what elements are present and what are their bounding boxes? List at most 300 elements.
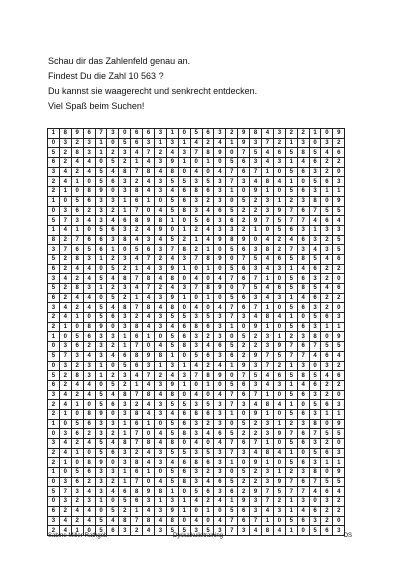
grid-cell: 4 xyxy=(155,274,167,284)
grid-cell: 3 xyxy=(321,497,333,507)
grid-cell: 6 xyxy=(333,371,345,381)
grid-cell: 4 xyxy=(190,516,202,526)
grid-cell: 7 xyxy=(285,487,297,497)
grid-cell: 4 xyxy=(262,506,274,516)
grid-cell: 3 xyxy=(155,158,167,168)
grid-cell: 3 xyxy=(155,177,167,187)
grid-cell: 7 xyxy=(131,390,143,400)
grid-cell: 5 xyxy=(166,177,178,187)
grid-cell: 1 xyxy=(226,187,238,197)
grid-cell: 3 xyxy=(119,313,131,323)
grid-cell: 9 xyxy=(273,342,285,352)
grid-cell: 6 xyxy=(321,177,333,187)
grid-cell: 8 xyxy=(297,284,309,294)
grid-cell: 1 xyxy=(95,138,107,148)
grid-cell: 5 xyxy=(226,342,238,352)
grid-cell: 5 xyxy=(48,487,60,497)
grid-cell: 6 xyxy=(297,458,309,468)
grid-cell: 0 xyxy=(202,167,214,177)
grid-cell: 4 xyxy=(214,497,226,507)
grid-cell: 7 xyxy=(226,439,238,449)
footer-code: OS xyxy=(343,533,352,539)
grid-cell: 4 xyxy=(321,148,333,158)
grid-cell: 7 xyxy=(59,487,71,497)
grid-cell: 4 xyxy=(143,225,155,235)
grid-cell: 6 xyxy=(143,245,155,255)
grid-cell: 3 xyxy=(166,138,178,148)
grid-cell: 2 xyxy=(131,400,143,410)
grid-cell: 3 xyxy=(214,409,226,419)
grid-cell: 0 xyxy=(238,458,250,468)
grid-cell: 8 xyxy=(119,390,131,400)
grid-cell: 1 xyxy=(178,264,190,274)
grid-cell: 6 xyxy=(297,187,309,197)
grid-cell: 0 xyxy=(273,516,285,526)
grid-cell: 9 xyxy=(333,196,345,206)
grid-cell: 4 xyxy=(273,313,285,323)
grid-cell: 5 xyxy=(285,390,297,400)
grid-cell: 1 xyxy=(333,458,345,468)
grid-cell: 3 xyxy=(297,419,309,429)
grid-cell: 3 xyxy=(309,516,321,526)
grid-cell: 3 xyxy=(71,351,83,361)
grid-cell: 8 xyxy=(143,439,155,449)
grid-cell: 6 xyxy=(333,284,345,294)
grid-cell: 4 xyxy=(143,409,155,419)
grid-cell: 1 xyxy=(131,380,143,390)
grid-cell: 4 xyxy=(83,380,95,390)
grid-cell: 3 xyxy=(333,400,345,410)
grid-cell: 8 xyxy=(83,409,95,419)
grid-cell: 2 xyxy=(59,293,71,303)
grid-cell: 3 xyxy=(155,245,167,255)
grid-row xyxy=(48,235,345,245)
grid-cell: 1 xyxy=(202,158,214,168)
grid-cell: 3 xyxy=(297,497,309,507)
grid-cell: 0 xyxy=(214,158,226,168)
grid-cell: 4 xyxy=(131,254,143,264)
grid-cell: 8 xyxy=(178,429,190,439)
grid-cell: 4 xyxy=(250,526,262,536)
grid-cell: 1 xyxy=(71,400,83,410)
grid-cell: 7 xyxy=(143,254,155,264)
grid-cell: 6 xyxy=(297,303,309,313)
grid-cell: 5 xyxy=(107,380,119,390)
grid-cell: 4 xyxy=(59,448,71,458)
grid-cell: 2 xyxy=(273,497,285,507)
grid-cell: 3 xyxy=(178,148,190,158)
grid-cell: 1 xyxy=(262,303,274,313)
grid-row xyxy=(48,516,345,526)
grid-cell: 3 xyxy=(309,235,321,245)
grid-cell: 3 xyxy=(83,138,95,148)
grid-cell: 0 xyxy=(333,303,345,313)
grid-cell: 5 xyxy=(95,274,107,284)
grid-cell: 2 xyxy=(285,196,297,206)
grid-cell: 8 xyxy=(309,468,321,478)
grid-cell: 3 xyxy=(59,429,71,439)
grid-cell: 9 xyxy=(143,487,155,497)
grid-cell: 3 xyxy=(214,419,226,429)
grid-cell: 6 xyxy=(321,313,333,323)
grid-cell: 3 xyxy=(95,342,107,352)
grid-cell: 6 xyxy=(321,487,333,497)
grid-cell: 3 xyxy=(119,225,131,235)
grid-cell: 8 xyxy=(190,409,202,419)
grid-cell: 1 xyxy=(226,322,238,332)
grid-cell: 3 xyxy=(190,206,202,216)
grid-row xyxy=(48,351,345,361)
grid-row xyxy=(48,448,345,458)
grid-cell: 7 xyxy=(262,361,274,371)
grid-cell: 6 xyxy=(131,497,143,507)
grid-cell: 5 xyxy=(285,322,297,332)
grid-cell: 4 xyxy=(107,351,119,361)
grid-cell: 6 xyxy=(178,187,190,197)
grid-cell: 5 xyxy=(309,148,321,158)
grid-cell: 2 xyxy=(59,264,71,274)
grid-cell: 2 xyxy=(119,264,131,274)
grid-cell: 4 xyxy=(59,274,71,284)
grid-cell: 1 xyxy=(262,516,274,526)
grid-cell: 0 xyxy=(333,390,345,400)
grid-cell: 3 xyxy=(250,138,262,148)
grid-cell: 3 xyxy=(155,400,167,410)
grid-cell: 4 xyxy=(71,293,83,303)
grid-cell: 2 xyxy=(250,468,262,478)
grid-cell: 5 xyxy=(166,313,178,323)
grid-cell: 3 xyxy=(262,477,274,487)
grid-cell: 6 xyxy=(238,303,250,313)
grid-cell: 3 xyxy=(155,458,167,468)
grid-cell: 3 xyxy=(190,526,202,536)
grid-cell: 1 xyxy=(95,371,107,381)
grid-cell: 3 xyxy=(214,196,226,206)
grid-cell: 0 xyxy=(155,196,167,206)
grid-cell: 6 xyxy=(238,245,250,255)
grid-cell: 3 xyxy=(155,409,167,419)
grid-cell: 3 xyxy=(190,400,202,410)
grid-cell: 5 xyxy=(226,206,238,216)
grid-cell: 7 xyxy=(285,216,297,226)
grid-cell: 3 xyxy=(190,477,202,487)
grid-cell: 4 xyxy=(321,254,333,264)
grid-cell: 5 xyxy=(285,371,297,381)
grid-cell: 6 xyxy=(83,196,95,206)
grid-cell: 2 xyxy=(202,332,214,342)
grid-cell: 8 xyxy=(250,129,262,139)
grid-cell: 8 xyxy=(166,274,178,284)
grid-row xyxy=(48,497,345,507)
grid-cell: 1 xyxy=(285,400,297,410)
grid-cell: 4 xyxy=(202,206,214,216)
grid-cell: 0 xyxy=(202,274,214,284)
grid-cell: 3 xyxy=(48,274,60,284)
grid-cell: 8 xyxy=(71,148,83,158)
grid-cell: 8 xyxy=(178,245,190,255)
grid-cell: 3 xyxy=(297,361,309,371)
grid-cell: 7 xyxy=(226,526,238,536)
grid-cell: 2 xyxy=(238,206,250,216)
grid-cell: 5 xyxy=(166,235,178,245)
grid-cell: 6 xyxy=(83,332,95,342)
grid-cell: 1 xyxy=(95,497,107,507)
grid-cell: 2 xyxy=(273,245,285,255)
grid-cell: 3 xyxy=(214,177,226,187)
grid-cell: 5 xyxy=(321,206,333,216)
grid-cell: 2 xyxy=(250,477,262,487)
grid-cell: 4 xyxy=(107,390,119,400)
grid-row xyxy=(48,196,345,206)
grid-cell: 5 xyxy=(309,254,321,264)
grid-cell: 1 xyxy=(262,187,274,197)
grid-cell: 3 xyxy=(333,526,345,536)
grid-cell: 5 xyxy=(202,177,214,187)
grid-cell: 4 xyxy=(107,303,119,313)
grid-cell: 4 xyxy=(214,138,226,148)
grid-cell: 3 xyxy=(262,206,274,216)
grid-cell: 3 xyxy=(297,332,309,342)
grid-cell: 2 xyxy=(107,284,119,294)
grid-cell: 0 xyxy=(107,187,119,197)
grid-cell: 4 xyxy=(59,390,71,400)
grid-cell: 4 xyxy=(107,167,119,177)
grid-cell: 1 xyxy=(95,254,107,264)
grid-cell: 9 xyxy=(71,129,83,139)
grid-cell: 2 xyxy=(250,196,262,206)
grid-cell: 0 xyxy=(59,468,71,478)
grid-cell: 4 xyxy=(262,254,274,264)
grid-cell: 3 xyxy=(262,332,274,342)
grid-cell: 3 xyxy=(83,361,95,371)
grid-cell: 8 xyxy=(71,284,83,294)
grid-cell: 3 xyxy=(309,167,321,177)
grid-cell: 0 xyxy=(226,332,238,342)
grid-cell: 0 xyxy=(119,245,131,255)
grid-cell: 8 xyxy=(155,487,167,497)
grid-cell: 5 xyxy=(285,187,297,197)
grid-cell: 3 xyxy=(309,458,321,468)
grid-cell: 2 xyxy=(71,516,83,526)
grid-cell: 6 xyxy=(107,177,119,187)
grid-cell: 4 xyxy=(262,158,274,168)
grid-cell: 4 xyxy=(190,303,202,313)
grid-cell: 9 xyxy=(250,322,262,332)
grid-cell: 0 xyxy=(95,264,107,274)
grid-cell: 4 xyxy=(202,342,214,352)
grid-cell: 1 xyxy=(178,293,190,303)
grid-cell: 6 xyxy=(226,216,238,226)
grid-cell: 7 xyxy=(309,429,321,439)
grid-cell: 9 xyxy=(214,371,226,381)
grid-row xyxy=(48,487,345,497)
grid-cell: 6 xyxy=(131,361,143,371)
grid-cell: 0 xyxy=(107,361,119,371)
grid-cell: 5 xyxy=(321,477,333,487)
grid-cell: 5 xyxy=(226,380,238,390)
grid-cell: 0 xyxy=(214,293,226,303)
grid-cell: 3 xyxy=(238,313,250,323)
grid-cell: 6 xyxy=(48,506,60,516)
grid-cell: 2 xyxy=(321,264,333,274)
grid-cell: 0 xyxy=(273,303,285,313)
grid-cell: 1 xyxy=(226,361,238,371)
grid-cell: 5 xyxy=(95,177,107,187)
grid-cell: 5 xyxy=(250,148,262,158)
grid-cell: 6 xyxy=(178,332,190,342)
grid-cell: 9 xyxy=(166,158,178,168)
grid-cell: 5 xyxy=(107,264,119,274)
grid-cell: 3 xyxy=(214,468,226,478)
grid-cell: 1 xyxy=(262,322,274,332)
grid-cell: 5 xyxy=(226,477,238,487)
grid-cell: 4 xyxy=(143,293,155,303)
grid-cell: 6 xyxy=(202,129,214,139)
grid-cell: 2 xyxy=(155,371,167,381)
grid-cell: 4 xyxy=(155,429,167,439)
grid-cell: 1 xyxy=(166,216,178,226)
grid-cell: 4 xyxy=(190,390,202,400)
grid-cell: 1 xyxy=(273,332,285,342)
grid-cell: 0 xyxy=(95,380,107,390)
grid-cell: 8 xyxy=(262,400,274,410)
grid-cell: 2 xyxy=(333,138,345,148)
grid-cell: 0 xyxy=(166,225,178,235)
grid-cell: 0 xyxy=(178,167,190,177)
grid-cell: 0 xyxy=(155,468,167,478)
grid-cell: 9 xyxy=(273,477,285,487)
grid-cell: 2 xyxy=(131,448,143,458)
grid-cell: 2 xyxy=(155,254,167,264)
grid-cell: 3 xyxy=(95,216,107,226)
grid-cell: 3 xyxy=(262,429,274,439)
grid-cell: 6 xyxy=(119,351,131,361)
grid-cell: 4 xyxy=(250,177,262,187)
grid-cell: 7 xyxy=(285,351,297,361)
grid-cell: 5 xyxy=(285,409,297,419)
grid-cell: 0 xyxy=(333,516,345,526)
grid-cell: 0 xyxy=(226,371,238,381)
grid-cell: 0 xyxy=(214,380,226,390)
grid-cell: 4 xyxy=(155,167,167,177)
grid-cell: 4 xyxy=(190,361,202,371)
grid-cell: 5 xyxy=(238,332,250,342)
grid-cell: 0 xyxy=(202,516,214,526)
grid-cell: 4 xyxy=(155,477,167,487)
grid-cell: 4 xyxy=(262,371,274,381)
grid-cell: 5 xyxy=(48,284,60,294)
grid-cell: 5 xyxy=(48,371,60,381)
grid-cell: 1 xyxy=(262,439,274,449)
grid-cell: 6 xyxy=(83,419,95,429)
grid-cell: 9 xyxy=(238,235,250,245)
grid-cell: 5 xyxy=(166,206,178,216)
grid-cell: 5 xyxy=(285,516,297,526)
grid-cell: 5 xyxy=(309,400,321,410)
grid-cell: 8 xyxy=(131,487,143,497)
grid-cell: 3 xyxy=(119,400,131,410)
grid-cell: 2 xyxy=(107,371,119,381)
grid-cell: 3 xyxy=(107,468,119,478)
grid-cell: 6 xyxy=(178,322,190,332)
grid-cell: 3 xyxy=(155,264,167,274)
grid-cell: 2 xyxy=(285,332,297,342)
grid-cell: 2 xyxy=(71,167,83,177)
grid-cell: 9 xyxy=(250,216,262,226)
grid-cell: 7 xyxy=(262,351,274,361)
grid-cell: 1 xyxy=(143,419,155,429)
grid-cell: 7 xyxy=(297,487,309,497)
grid-cell: 5 xyxy=(273,216,285,226)
grid-cell: 5 xyxy=(309,448,321,458)
grid-cell: 4 xyxy=(131,235,143,245)
grid-cell: 6 xyxy=(202,458,214,468)
grid-cell: 4 xyxy=(333,351,345,361)
grid-cell: 9 xyxy=(214,284,226,294)
grid-cell: 6 xyxy=(273,254,285,264)
grid-cell: 1 xyxy=(59,187,71,197)
grid-cell: 6 xyxy=(48,380,60,390)
grid-cell: 6 xyxy=(107,313,119,323)
grid-cell: 2 xyxy=(155,148,167,158)
grid-row xyxy=(48,274,345,284)
grid-cell: 3 xyxy=(48,167,60,177)
grid-cell: 8 xyxy=(83,322,95,332)
grid-cell: 4 xyxy=(273,400,285,410)
grid-cell: 3 xyxy=(273,293,285,303)
grid-cell: 5 xyxy=(166,196,178,206)
grid-cell: 6 xyxy=(238,506,250,516)
grid-cell: 4 xyxy=(262,380,274,390)
grid-cell: 1 xyxy=(202,506,214,516)
grid-cell: 2 xyxy=(71,303,83,313)
grid-cell: 5 xyxy=(119,138,131,148)
grid-cell: 3 xyxy=(309,187,321,197)
grid-row xyxy=(48,390,345,400)
grid-cell: 8 xyxy=(143,303,155,313)
grid-cell: 6 xyxy=(238,293,250,303)
grid-cell: 0 xyxy=(178,487,190,497)
grid-cell: 3 xyxy=(214,351,226,361)
grid-cell: 3 xyxy=(273,506,285,516)
grid-cell: 5 xyxy=(107,158,119,168)
grid-cell: 4 xyxy=(59,167,71,177)
grid-cell: 3 xyxy=(143,235,155,245)
grid-cell: 0 xyxy=(107,138,119,148)
grid-cell: 2 xyxy=(190,245,202,255)
grid-cell: 6 xyxy=(297,439,309,449)
grid-cell: 0 xyxy=(273,274,285,284)
grid-cell: 2 xyxy=(321,167,333,177)
grid-cell: 0 xyxy=(71,187,83,197)
grid-cell: 4 xyxy=(71,380,83,390)
grid-cell: 7 xyxy=(309,477,321,487)
grid-cell: 0 xyxy=(48,206,60,216)
grid-cell: 2 xyxy=(83,206,95,216)
grid-cell: 7 xyxy=(250,303,262,313)
grid-cell: 0 xyxy=(83,400,95,410)
grid-cell: 8 xyxy=(190,187,202,197)
grid-cell: 6 xyxy=(238,439,250,449)
grid-cell: 2 xyxy=(273,361,285,371)
grid-cell: 9 xyxy=(250,187,262,197)
grid-cell: 9 xyxy=(333,129,345,139)
grid-cell: 4 xyxy=(166,254,178,264)
grid-cell: 5 xyxy=(333,235,345,245)
grid-cell: 5 xyxy=(309,284,321,294)
grid-cell: 3 xyxy=(119,148,131,158)
grid-cell: 5 xyxy=(48,148,60,158)
